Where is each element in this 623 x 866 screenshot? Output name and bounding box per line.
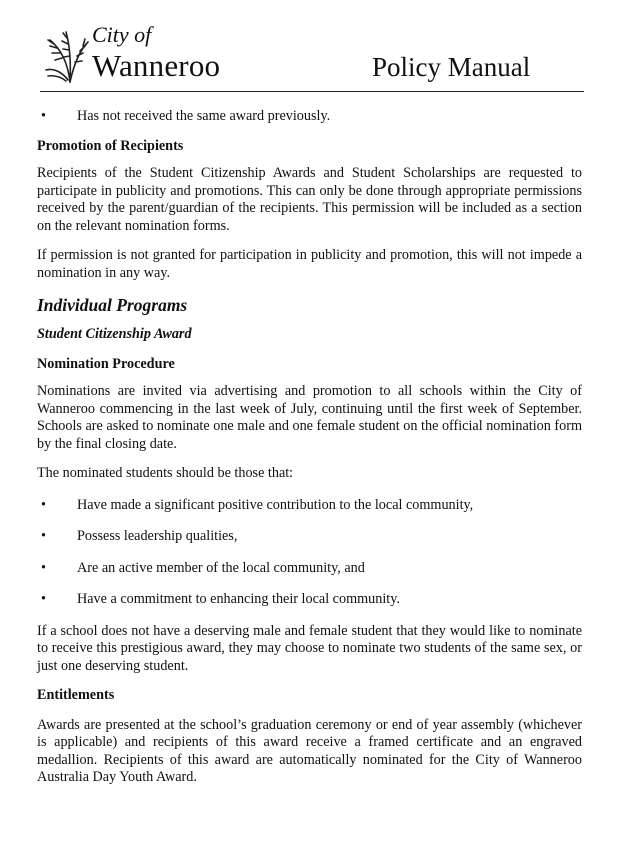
nomination-heading: Nomination Procedure [37, 355, 175, 372]
programs-heading: Individual Programs [37, 295, 188, 315]
promotion-paragraph-1: Recipients of the Student Citizenship Awards and Student Scholarships are requested to participate in publicity and promotions. This can only be done through appropriate permissions received by the parent/guardian of the recipients. This permission will be included as a section on the relevant nomination forms. [37, 165, 582, 234]
document-body [37, 108, 582, 787]
bullet-icon: • [41, 559, 46, 576]
bullet-icon: • [41, 591, 46, 607]
promotion-heading: Promotion of Recipients [37, 137, 184, 154]
entitlements-heading: Entitlements [37, 687, 115, 703]
nomination-paragraph-2: The nominated students should be those that: [37, 465, 294, 481]
list-item [37, 560, 582, 578]
criteria-text: Possess leadership qualities, [77, 528, 238, 544]
logo-city-text: City of [92, 22, 152, 47]
logo-name-text: Wanneroo [92, 48, 221, 83]
bullet-icon: • [41, 496, 46, 513]
list-item [37, 528, 582, 546]
list-item [37, 497, 582, 515]
criteria-text: Are an active member of the local community, and [77, 559, 365, 576]
criteria-text: Have a commitment to enhancing their local community. [77, 591, 400, 607]
list-item [37, 108, 582, 126]
fern-icon [40, 24, 90, 84]
bullet-icon: • [41, 108, 46, 124]
bullet-text: Has not received the same award previously. [77, 108, 331, 124]
header-divider [40, 91, 584, 92]
bullet-icon: • [41, 528, 46, 544]
promotion-paragraph-2: If permission is not granted for participation in publicity and promotion, this will not impede a nomination in any way. [37, 247, 582, 281]
list-item [37, 591, 582, 609]
nomination-paragraph-1: Nominations are invited via advertising and promotion to all schools within the City of Wanneroo commencing in the last week of July, continuing until the first week of September. Schools are asked to nominate one male and one female student on the official nomination form by the final closing date. [37, 383, 582, 452]
award-subheading: Student Citizenship Award [37, 326, 192, 342]
nomination-paragraph-3: If a school does not have a deserving male and female student that they would like to nominate to receive this prestigious award, they may choose to nominate two students of the same sex, or just one deserving student. [37, 622, 582, 674]
city-logo [40, 20, 240, 90]
manual-title: Policy Manual [372, 52, 531, 82]
criteria-text: Have made a significant positive contribution to the local community, [77, 496, 474, 513]
entitlements-paragraph: Awards are presented at the school’s graduation ceremony or end of year assembly (whichever is applicable) and recipients of this award receive a framed certificate and an engraved medallion. Recipients of this award are automatically nominated for the City of Wanneroo Australia Day Youth Award. [37, 716, 582, 785]
